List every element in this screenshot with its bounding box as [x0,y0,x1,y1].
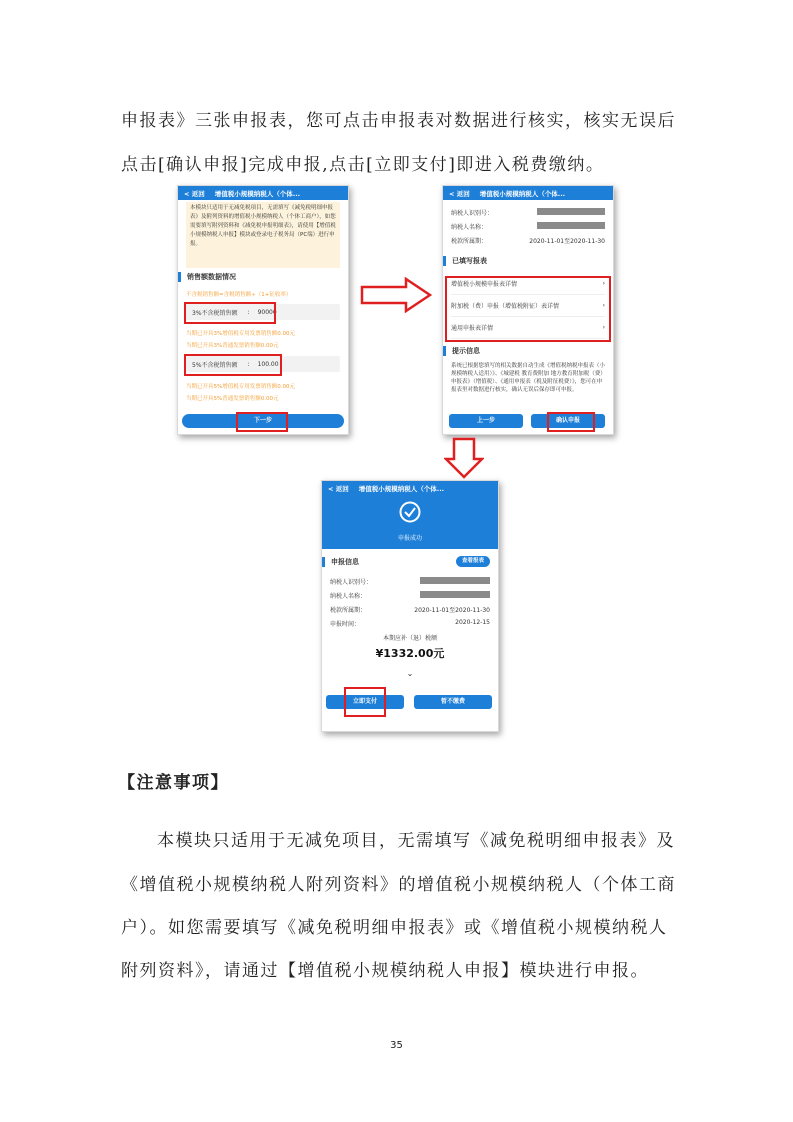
highlight-box [547,412,595,432]
paragraph-line: 附列资料》，请通过【增值税小规模纳税人申报】模块进行申报。 [121,961,649,981]
app-title: 增值税小规模纳税人（个体... [214,189,301,198]
row-label: 税款所属期： [451,238,488,245]
row-value: 2020-11-01至2020-11-30 [414,607,490,614]
invoice-note: 当期已开具3%普通发票销售额0.00元 [186,343,279,349]
back-button[interactable]: < 返回 [449,189,470,198]
tax-period-row [330,605,490,614]
tax-period-row [451,236,605,245]
taxpayer-id-row [330,577,490,586]
paragraph-line: 户）。如您需要填写《减免税明细申报表》或《增值税小规模纳税人 [121,918,668,938]
app-header [443,186,613,200]
pay-later-button[interactable]: 暂不缴费 [414,695,492,709]
page-number: 35 [390,1040,403,1051]
highlight-box [344,687,386,717]
success-header [322,481,498,549]
taxpayer-id-row [451,208,605,217]
invoice-note: 当期已开具3%增值税专用发票销售额0.00元 [186,331,295,337]
taxpayer-name-row [330,591,490,600]
app-title: 增值税小规模纳税人（个体... [358,484,445,493]
paragraph-line: 《增值税小规模纳税人附列资料》的增值税小规模纳税人（个体工商 [121,875,676,895]
chevron-right-icon: › [602,301,605,309]
declaration-time-row [330,619,490,628]
row-value: 2020-11-01至2020-11-30 [529,238,605,245]
highlight-box [236,412,288,432]
row-label: 申报时间： [330,621,361,628]
highlight-box [445,276,611,342]
invoice-note: 当期已开具5%普通发票销售额0.00元 [186,396,279,402]
section-title: 申报信息 [322,557,359,567]
redacted-value [420,591,490,598]
paragraph-line: 申报表》三张申报表，您可点击申报表对数据进行核实，核实无误后 [121,111,676,131]
section-heading: 【注意事项】 [118,773,229,793]
field-value: 90000 [257,308,277,316]
field-label: 5%不含税销售额 [192,361,238,369]
redacted-value [537,222,605,229]
field-label: 3%不含税销售额 [192,309,238,317]
section-title: 已填写报表 [443,256,487,266]
taxpayer-name-row [451,222,605,231]
chevron-right-icon: › [602,279,605,287]
item-label: 附加税（费）申报（增值税附征）表详情 [451,302,560,310]
highlight-box [184,302,276,324]
back-button[interactable]: < 返回 [328,484,349,493]
row-label: 税款所属期： [330,607,367,614]
app-header [322,481,498,495]
field-value: 100.00 [257,360,279,368]
screenshot-declaration-success [321,480,499,732]
confirm-declaration-button[interactable]: 确认申报 [531,414,605,428]
row-label: 纳税人名称： [451,224,488,231]
sales-3pct-field[interactable]: 3%不含税销售额 : 90000 [186,304,340,320]
app-header [178,186,348,200]
success-text: 申报成功 [397,535,422,542]
paragraph-line: 本模块只适用于无减免项目，无需填写《减免税明细申报表》及 [157,831,675,851]
back-button[interactable]: < 返回 [184,189,205,198]
row-label: 纳税人识别号： [330,579,373,586]
view-report-button[interactable]: 查看报表 [456,556,490,567]
app-title: 增值税小规模纳税人（个体... [479,189,566,198]
row-label: 纳税人识别号： [451,210,494,217]
right-arrow-icon [360,277,432,313]
chevron-down-icon[interactable]: ⌄ [406,669,414,678]
row-value: 2020-12-15 [455,619,490,626]
screenshot-filled-reports [442,185,614,435]
prev-button[interactable]: 上一步 [449,414,523,428]
check-circle-icon [399,501,421,525]
pay-now-button[interactable]: 立即支付 [326,695,404,709]
redacted-value [420,577,490,584]
next-button[interactable]: 下一步 [182,414,344,428]
formula-note: 不含税销售额=含税销售额÷（1+征收率） [186,292,292,298]
sales-5pct-field[interactable]: 5%不含税销售额 : 100.00 [186,356,340,372]
notice-box: 本模块只适用于无减免税项目，无需填写《减免税明细申报表》及附列资料的增值税小规模纳税人（个体工商户），如您需要填写附列资料和《减免税申报明细表》，请使用【增值税小规模纳税人申报】模块或登录电子税务局（PC端）进行申报。 [186,202,340,268]
tip-text: 系统已根据您填写的相关数据自动生成《增值税纳税申报表（小规模纳税人适用）》、《城建税 教育费附加 地方教育附加税（费）申报表》（增值税）、《通用申报表（税及附征税费）》，您可在申报表里对数据进行核实，确认无误后保存即可申报。 [451,363,605,393]
amount-label: 本期应补（退）税额 [382,635,437,642]
item-label: 增值税小规模申报表详情 [451,280,518,288]
amount-value: ¥1332.00元 [375,647,445,660]
down-arrow-icon [444,437,484,479]
item-label: 通用申报表详情 [451,324,494,332]
screenshot-sales-data [177,185,349,435]
invoice-note: 当期已开具5%增值税专用发票销售额0.00元 [186,384,295,390]
highlight-box [184,354,282,376]
chevron-right-icon: › [602,323,605,331]
section-title: 销售额数据情况 [178,272,236,282]
row-label: 纳税人名称： [330,593,367,600]
section-title: 提示信息 [443,346,480,356]
redacted-value [537,208,605,215]
paragraph-line: 点击[确认申报]完成申报,点击[立即支付]即进入税费缴纳。 [121,155,605,175]
